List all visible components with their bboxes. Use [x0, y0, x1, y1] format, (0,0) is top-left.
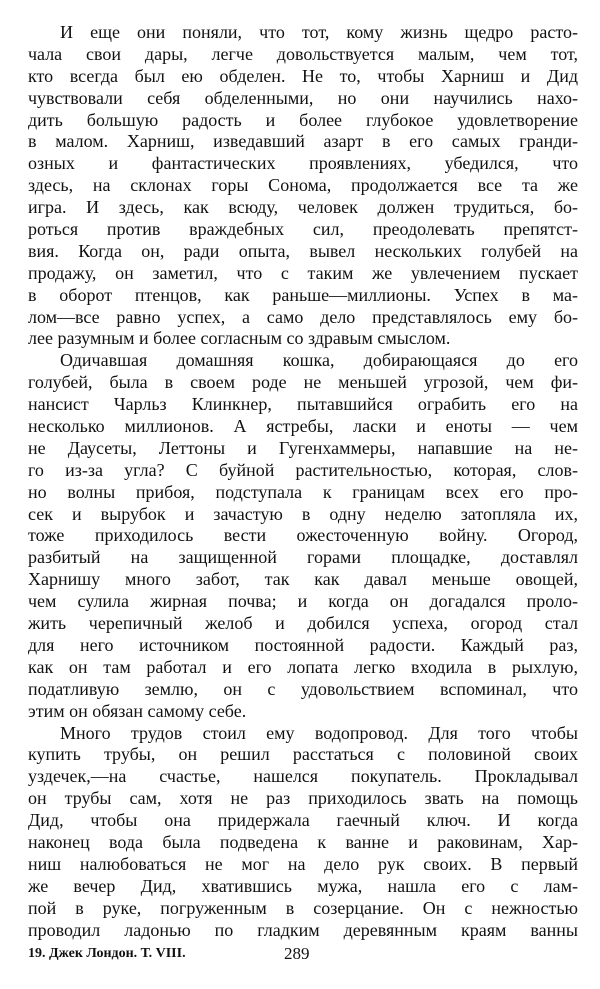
text-line: тоже приходилось вести ожесточенную войну. Огород,	[28, 525, 578, 546]
page-footer	[28, 946, 578, 966]
text-line: уздечек,—на счастье, нашелся покупатель. Прокладывал	[28, 766, 578, 787]
text-line: нансист Чарльз Клинкнер, пытавшийся ограбить его на	[28, 394, 578, 415]
text-line: озных и фантастических проявлениях, убедился, что	[28, 153, 578, 174]
text-line: чувствовали себя обделенными, но они научились нахо-	[28, 87, 578, 108]
text-line: чала свои дары, легче довольствуется малым, чем тот,	[28, 43, 578, 64]
text-line: ниш налюбоваться не мог на дело рук своих. В первый	[28, 853, 578, 874]
text-line: кто всегда был ею обделен. Не то, чтобы Харниш и Дид	[28, 65, 578, 86]
text-line: наконец вода была подведена к ванне и раковинам, Хар-	[28, 831, 578, 852]
page-body-text	[28, 22, 578, 941]
text-line: Одичавшая домашняя кошка, добирающаяся до его	[60, 350, 578, 371]
text-line: не Даусеты, Леттоны и Гугенхаммеры, напавшие на не-	[28, 437, 578, 458]
text-line: но волны прибоя, подступала к границам всех его про-	[28, 481, 578, 502]
text-line: Много трудов стоил ему водопровод. Для того чтобы	[60, 722, 578, 743]
text-line: продажу, он заметил, что с таким же увлечением пускает	[28, 262, 578, 283]
text-line: голубей, была в своем роде не меньшей угрозой, чем фи-	[28, 372, 578, 393]
text-line: вия. Когда он, ради опыта, вывел нескольких голубей на	[28, 240, 578, 261]
text-line: дить большую радость и более глубокое удовлетворение	[28, 109, 578, 130]
text-line: купить трубы, он решил расстаться с половиной своих	[28, 744, 578, 765]
page-number: 289	[284, 944, 310, 963]
text-line: игра. И здесь, как всюду, человек должен трудиться, бо-	[28, 197, 578, 218]
text-line: податливую землю, он с удовольствием вспоминал, что	[28, 678, 578, 699]
text-line: разбитый на защищенной горами площадке, доставлял	[28, 547, 578, 568]
text-line: для него источником постоянной радости. Каждый раз,	[28, 634, 578, 655]
text-line: лом—все равно успех, а само дело представлялось ему бо-	[28, 306, 578, 327]
footer-signature: 19. Джек Лондон. Т. VIII.	[28, 946, 186, 961]
text-line: И еще они поняли, что тот, кому жизнь щедро расто-	[60, 22, 578, 42]
text-line: роться против враждебных сил, преодолевать препятст-	[28, 219, 578, 240]
text-line: как он там работал и его лопата легко входила в рыхлую,	[28, 656, 578, 677]
text-line: лее разумным и более согласным со здравым смыслом.	[28, 328, 451, 349]
text-line: в оборот птенцов, как раньше—миллионы. Успех в ма-	[28, 284, 578, 305]
text-line: несколько миллионов. А ястребы, ласки и еноты — чем	[28, 416, 578, 437]
text-line: го из-за угла? С буйной растительностью, которая, слов-	[28, 459, 578, 480]
text-line: здесь, на склонах горы Сонома, продолжается все та же	[28, 175, 578, 196]
text-line: этим он обязан самому себе.	[28, 700, 247, 721]
text-line: Харнишу много забот, так как давал меньше овощей,	[28, 569, 578, 590]
text-line: сек и вырубок и зачастую в одну неделю затопляла их,	[28, 503, 578, 524]
text-line: пой в руке, погруженным в созерцание. Он с нежностью	[28, 897, 578, 918]
text-line: в малом. Харниш, изведавший азарт в его самых гранди-	[28, 131, 578, 152]
text-line: же вечер Дид, хватившись мужа, нашла его с лам-	[28, 875, 578, 896]
text-line: Дид, чтобы она придержала гаечный ключ. И когда	[28, 810, 578, 831]
text-line: проводил ладонью по гладким деревянным краям ванны	[28, 919, 578, 940]
text-line: он трубы сам, хотя не раз приходилось звать на помощь	[28, 788, 578, 809]
text-line: жить черепичный желоб и добился успеха, огород стал	[28, 613, 578, 634]
text-line: чем сулила жирная почва; и когда он догадался проло-	[28, 591, 578, 612]
